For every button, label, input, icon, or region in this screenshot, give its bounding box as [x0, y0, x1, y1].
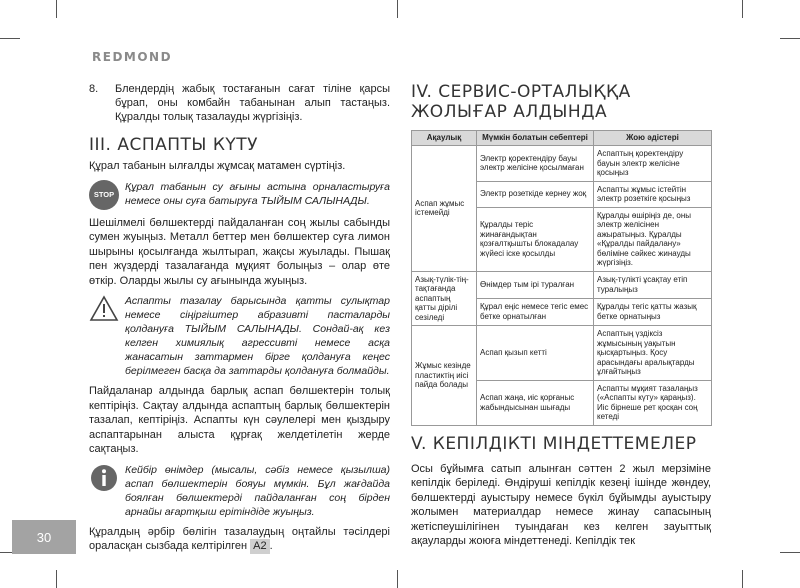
- crop-mark: [780, 552, 800, 553]
- fault-cell: Жұмыс кезінде пластиктің иісі пайда болады: [412, 326, 477, 426]
- warning-note: [89, 294, 390, 378]
- stop-note-text: Құрал табанын су ағыны астына орналастыруға немесе оны суға батыруға ТЫЙЫМ САЛЫНАДЫ.: [125, 180, 390, 207]
- table-header: Жою әдістері: [594, 131, 712, 146]
- table-header: Мүмкін болатын себептері: [477, 131, 594, 146]
- table-header: Ақаулық: [412, 131, 477, 146]
- section-5-title: V. КЕПІЛДІКТІ МІНДЕТТЕМЕЛЕР: [411, 433, 697, 454]
- fix-cell: Құралды тегіс қатты жазық бетке орнатыңыз: [594, 298, 712, 325]
- page-number: 30: [36, 529, 52, 545]
- cause-cell: Өнімдер тым ірі туралған: [477, 271, 594, 298]
- figure-reference-badge: A2: [250, 539, 269, 554]
- fix-cell: Аспапты жұмыс істейтін электр розеткіге қосыңыз: [594, 181, 712, 207]
- info-note-text: Кейбір өнімдер (мысалы, сәбіз немесе қызылша) аспап бөлшектерін бояуы мүмкін. Бұл жағдайда боялған бөлшектерді пайдаланған соң бірден арнайы ағартқыш ерітіндіде жуыңыз.: [125, 463, 390, 518]
- crop-mark: [56, 0, 57, 18]
- troubleshooting-table: [411, 130, 712, 426]
- list-item-8: [89, 82, 390, 124]
- stop-note: [89, 180, 390, 210]
- table-row: [412, 271, 712, 298]
- warning-note-text: Аспапты тазалау барысында қатты сулықтар немесе сіңіргіштер абразивті пасталарды қолдануға ТЫЙЫМ САЛЫНАДЫ. Сондай-ақ кез келген химиялық агрессивті немесе асқа жанасатын заттармен бірге қолдануға кеңес берілмеген басқа да заттарды қолдануға болмайды.: [125, 295, 390, 377]
- left-column: [89, 82, 390, 554]
- section-3-title: III. АСПАПТЫ КҮТУ: [89, 135, 259, 155]
- fix-cell: Аспаптың үздіксіз жұмысының уақытын қысқартыңыз. Қосу арасындағы аралықтарды ұлғайтыңыз: [594, 326, 712, 381]
- cause-cell: Электр розеткіде кернеу жоқ: [477, 181, 594, 207]
- cause-cell: Құралды теріс жинағандықтан қозғалтқышты блокадалау жүйесі іске қосылды: [477, 207, 594, 271]
- crop-mark: [742, 0, 743, 18]
- fix-cell: Аспаптың қоректендіру бауын электр желісіне қосыңыз: [594, 146, 712, 182]
- cause-cell: Электр қоректендіру бауы электр желісіне қосылмаған: [477, 146, 594, 182]
- brand-logo: REDMOND: [92, 50, 173, 64]
- table-row: [412, 326, 712, 381]
- fault-cell: Азық-түлік-тің-тақтағанда аспаптың қатты дірілі сезіледі: [412, 271, 477, 326]
- paragraph: Құрал табанын ылғалды жұмсақ матамен сүртіңіз.: [89, 160, 346, 172]
- info-icon: [89, 463, 119, 493]
- paragraph: Шешілмелі бөлшектерді пайдаланған соң жылы сабынды сумен жуыңыз. Металл беттер мен бөлшектер суға лимон шырыны қосылғанда жылтырап, жақсы жуылады. Пышақ пен жүздерді тазалағанда мұқият болыңыз – олар өте өткір. Оларды жылы су ағынында жуыңыз.: [89, 216, 390, 287]
- table-row: [412, 146, 712, 182]
- cause-cell: Аспап жаңа, иіс қорғаныс жабындысынан шығады: [477, 380, 594, 425]
- right-column: [411, 82, 711, 549]
- fault-cell: Аспап жұмыс істемейді: [412, 146, 477, 272]
- crop-mark: [780, 38, 800, 39]
- paragraph: Пайдаланар алдында барлық аспап бөлшектерін толық кептіріңіз. Сақтау алдында аспаптың барлық бөлшектерін тазалап, кептіріңіз. Аспапты күн сәулелері мен қыздыру аспаптарынан алыста құрғақ желдетілетін жерде сақтаңыз.: [89, 385, 390, 455]
- crop-mark: [56, 570, 57, 588]
- paragraph: Осы бұйымға сатып алынған сәттен 2 жыл мерзіміне кепілдік беріледі. Өндіруші кепілдік кезеңі ішінде жөндеу, бөлшектерді ауыстыру немесе бүкіл бұйымды ауыстыру жолымен материалдар немесе жинау сапасының жетіспеушілігінен туындаған кез келген зауыттық ақауларды жоюға міндеттенеді. Кепілдік тек: [411, 462, 711, 547]
- cause-cell: Аспап қызып кетті: [477, 326, 594, 381]
- section-4-title: IV. СЕРВИС-ОРТАЛЫҚҚА ЖОЛЫҒАР АЛДЫНДА: [411, 82, 631, 122]
- crop-mark: [742, 570, 743, 588]
- fix-cell: Азық-түлікті ұсақтау етіп туралыңыз: [594, 271, 712, 298]
- fix-cell: Аспапты мұқият тазалаңыз («Аспапты күту» қараңыз). Иіс бірнеше рет қосқан соң кетеді: [594, 380, 712, 425]
- crop-mark: [397, 0, 398, 18]
- paragraph-end: .: [269, 540, 273, 552]
- fix-cell: Құралды өшіріңіз де, оны электр желісінен ажыратыңыз. Құралды «Құралды пайдалану» бөлiмiне сәйкес жинауды жүргізіңіз.: [594, 207, 712, 271]
- list-number: 8.: [89, 83, 99, 95]
- cause-cell: Құрал еңіс немесе тегіс емес бетке орнатылған: [477, 298, 594, 325]
- paragraph-text: Құралдың әрбір бөлігін тазалаудың оңтайлы тәсілдері ораласқан сызбада келтірілген: [89, 525, 390, 552]
- paragraph: [89, 525, 390, 554]
- crop-mark: [0, 38, 20, 39]
- warning-icon: [89, 294, 119, 324]
- stop-icon: STOP: [89, 180, 119, 210]
- crop-mark: [397, 570, 398, 588]
- info-note: [89, 463, 390, 519]
- list-text: Блендердің жабық тостағанын сағат тіліне қарсы бұрап, оны комбайн табанынан алып тастаңыз. Құралды толық тазалауды жүргізіңіз.: [115, 83, 390, 123]
